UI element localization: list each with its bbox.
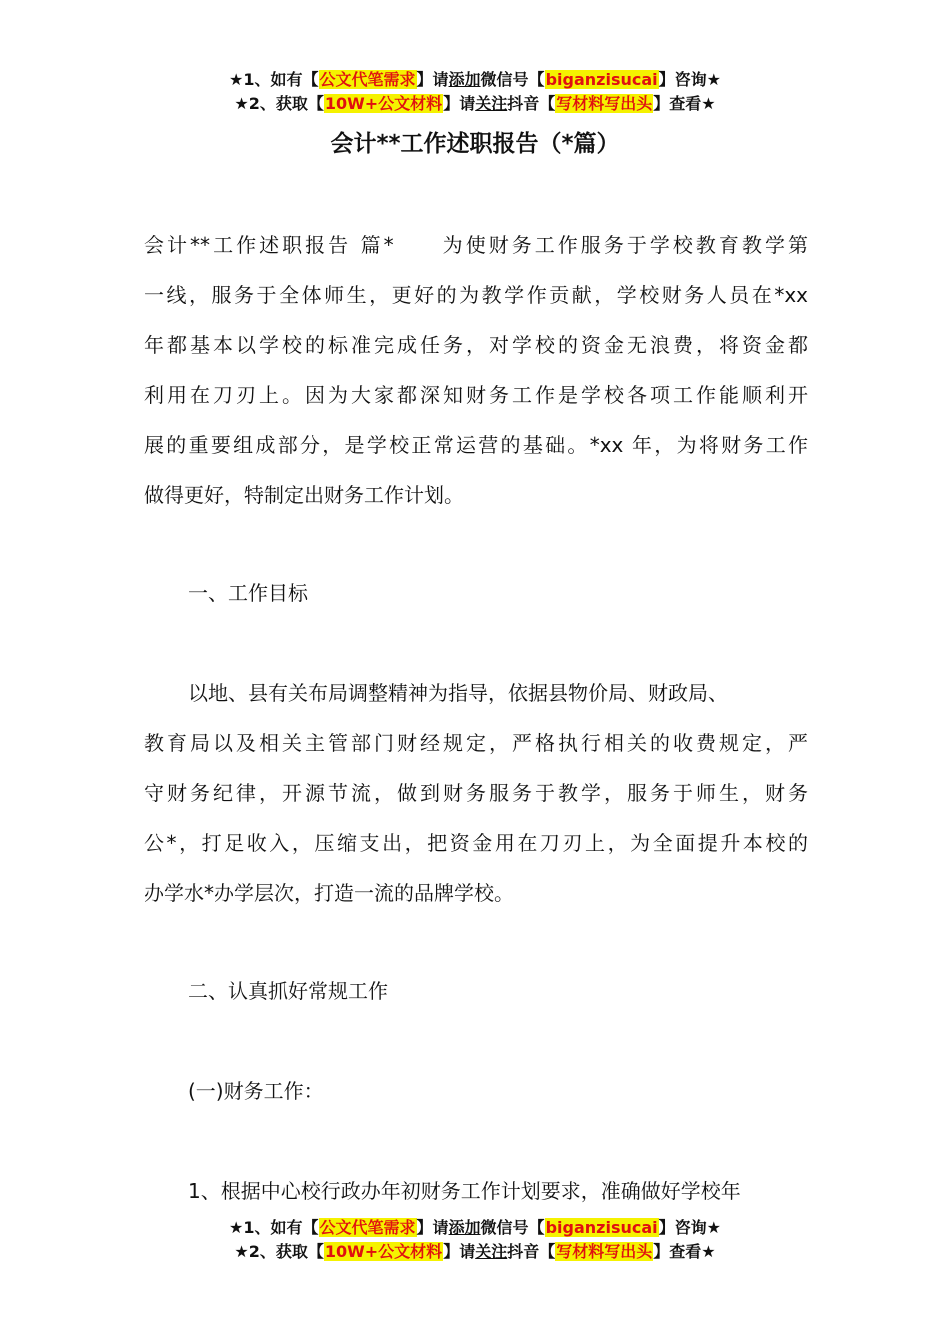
- paragraph-line: 年都基本以学校的标准完成任务，对学校的资金无浪费，将资金都: [144, 333, 808, 357]
- banner-text: 】咨询★: [658, 70, 721, 89]
- banner-text: 微信号【: [480, 70, 545, 89]
- banner-line-2: [0, 92, 950, 116]
- banner-underlined: 关注: [475, 1242, 508, 1261]
- banner-text: 】请: [443, 94, 476, 113]
- banner-text: 】请: [443, 1242, 476, 1261]
- banner-highlight: 10W+公文材料: [324, 94, 443, 113]
- paragraph-line: 守财务纪律，开源节流，做到财务服务于教学，服务于师生，财务: [144, 781, 808, 805]
- banner-text: ★2、获取【: [234, 1242, 324, 1261]
- top-banner: [0, 68, 950, 116]
- banner-text: ★1、如有【: [229, 70, 319, 89]
- banner-text: 】请: [416, 1218, 449, 1237]
- banner-highlight: 写材料写出头: [556, 94, 653, 113]
- banner-underlined: 关注: [475, 94, 508, 113]
- banner-text: 微信号【: [480, 1218, 545, 1237]
- intro-paragraph: [144, 220, 808, 520]
- banner-highlight: biganzisucai: [545, 70, 658, 89]
- section-heading-text: 二、认真抓好常规工作: [188, 979, 388, 1003]
- document-title: 会计**工作述职报告（*篇）: [330, 131, 620, 157]
- section1-paragraph: [144, 668, 808, 918]
- banner-text: ★1、如有【: [229, 1218, 319, 1237]
- banner-line-2: [0, 1240, 950, 1264]
- paragraph-line: 一线，服务于全体师生，更好的为教学作贡献，学校财务人员在*xx: [144, 283, 808, 307]
- banner-line-1: [0, 68, 950, 92]
- banner-highlight: 写材料写出头: [556, 1242, 653, 1261]
- paragraph-line: 办学水*办学层次，打造一流的品牌学校。: [144, 881, 514, 905]
- paragraph-line: 1、根据中心校行政办年初财务工作计划要求，准确做好学校年: [188, 1179, 741, 1203]
- section-heading-2: [144, 966, 808, 1016]
- banner-text: 】请: [416, 70, 449, 89]
- banner-underlined: 添加: [448, 70, 481, 89]
- paragraph-line: 展的重要组成部分，是学校正常运营的基础。*xx 年，为将财务工作: [144, 433, 808, 457]
- subsection-heading: [144, 1066, 808, 1116]
- banner-highlight: 10W+公文材料: [324, 1242, 443, 1261]
- banner-text: 】查看★: [653, 1242, 716, 1261]
- paragraph-line: 公*，打足收入，压缩支出，把资金用在刀刃上，为全面提升本校的: [144, 831, 808, 855]
- subsection-heading-text: (一)财务工作：: [188, 1079, 324, 1103]
- section-heading-text: 一、工作目标: [188, 581, 308, 605]
- item-1-paragraph: [144, 1166, 808, 1216]
- paragraph-line: 利用在刀刃上。因为大家都深知财务工作是学校各项工作能顺利开: [144, 383, 808, 407]
- banner-highlight: biganzisucai: [545, 1218, 658, 1237]
- banner-highlight: 公文代笔需求: [319, 70, 416, 89]
- banner-text: ★2、获取【: [234, 94, 324, 113]
- banner-text: 】咨询★: [658, 1218, 721, 1237]
- paragraph-line: 做得更好，特制定出财务工作计划。: [144, 483, 464, 507]
- section-heading-1: [144, 568, 808, 618]
- banner-text: 抖音【: [507, 1242, 556, 1261]
- bottom-banner: [0, 1216, 950, 1264]
- banner-highlight: 公文代笔需求: [319, 1218, 416, 1237]
- banner-underlined: 添加: [448, 1218, 481, 1237]
- banner-text: 抖音【: [507, 94, 556, 113]
- banner-line-1: [0, 1216, 950, 1240]
- paragraph-line: 教育局以及相关主管部门财经规定，严格执行相关的收费规定，严: [144, 731, 808, 755]
- paragraph-line: 会计**工作述职报告 篇* 为使财务工作服务于学校教育教学第: [144, 233, 808, 257]
- paragraph-line: 以地、县有关布局调整精神为指导，依据县物价局、财政局、: [188, 681, 728, 705]
- banner-text: 】查看★: [653, 94, 716, 113]
